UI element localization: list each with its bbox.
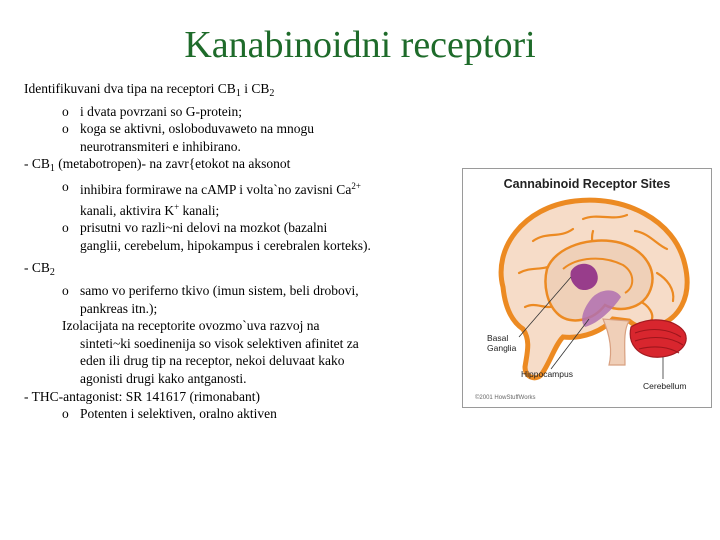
bullet-marker: o — [62, 282, 69, 298]
bullet-text: i dvata povrzani so G-protein; — [80, 103, 242, 119]
intro-line — [24, 80, 424, 103]
brain-illustration — [463, 169, 711, 407]
isolation-continuation: eden ili drug tip na receptor, nekoi deluvaat kako — [80, 353, 345, 369]
figure-title: Cannabinoid Receptor Sites — [503, 177, 671, 191]
bullet-item — [24, 120, 424, 138]
cb2-heading — [24, 259, 424, 282]
heading-text: (metabotropen)- na zavr{etokot na aksonot — [54, 156, 291, 172]
bullet-text: koga se aktivni, osloboduvaweto na mnogu — [80, 121, 314, 137]
bullet-marker: o — [62, 220, 69, 236]
bullet-item — [24, 219, 424, 237]
heading-text: - CB — [24, 260, 50, 276]
cerebellum-region — [630, 320, 686, 357]
bullet-marker: o — [62, 178, 69, 194]
superscript: 2+ — [351, 180, 361, 191]
bullet-continuation — [24, 199, 424, 220]
thc-heading: - THC-antagonist: SR 141617 (rimonabant) — [24, 388, 260, 404]
subscript: 1 — [235, 88, 241, 99]
bullet-marker: o — [62, 406, 69, 422]
bullet-item — [24, 103, 424, 121]
slide-body — [24, 80, 424, 423]
bullet-item — [24, 282, 424, 300]
copyright-text: ©2001 HowStuffWorks — [475, 395, 536, 401]
brain-stem — [603, 319, 629, 365]
bullet-text: samo vo periferno tkivo (imun sistem, beli drobovi, — [80, 282, 359, 298]
cb1-heading — [24, 155, 424, 178]
slide-title: Kanabinoidni receptori — [184, 24, 536, 66]
bullet-text: kanali, aktivira K — [80, 202, 175, 218]
bullet-text: kanali; — [179, 202, 220, 218]
bullet-continuation: ganglii, cerebelum, hipokampus i cerebralen korteks). — [80, 237, 371, 253]
subscript: 2 — [269, 88, 275, 99]
bullet-marker: o — [62, 103, 69, 119]
isolation-continuation: agonisti drugi kako antganosti. — [80, 370, 247, 386]
bullet-continuation: pankreas itn.); — [80, 300, 158, 316]
subscript: 1 — [49, 163, 55, 175]
subscript: 2 — [49, 267, 55, 279]
label-hippocampus: Hippocampus — [521, 369, 573, 379]
bullet-continuation: neurotransmiteri e inhibirano. — [80, 138, 241, 154]
intro-text: i CB — [240, 81, 270, 96]
bullet-marker: o — [62, 121, 69, 137]
superscript: + — [174, 201, 180, 212]
heading-text: - CB — [24, 156, 50, 172]
bullet-text: prisutni vo razli~ni delovi na mozkot (bazalni — [80, 220, 328, 236]
bullet-item — [24, 178, 424, 199]
isolation-continuation: sinteti~ki soedinenija so visok selektiven afinitet za — [80, 335, 359, 351]
intro-text: Identifikuvani dva tipa na receptori CB — [24, 81, 236, 96]
label-ganglia: Ganglia — [487, 343, 517, 353]
bullet-text: inhibira formirawe na cAMP i volta`no zavisni Ca — [80, 181, 352, 197]
label-cerebellum: Cerebellum — [643, 381, 687, 391]
bullet-item — [24, 405, 424, 423]
brain-figure — [462, 168, 712, 408]
label-basal: Basal — [487, 333, 509, 343]
bullet-text: Potenten i selektiven, oralno aktiven — [80, 406, 277, 422]
isolation-paragraph: Izolacijata na receptorite ovozmo`uva razvoj na — [62, 318, 320, 334]
